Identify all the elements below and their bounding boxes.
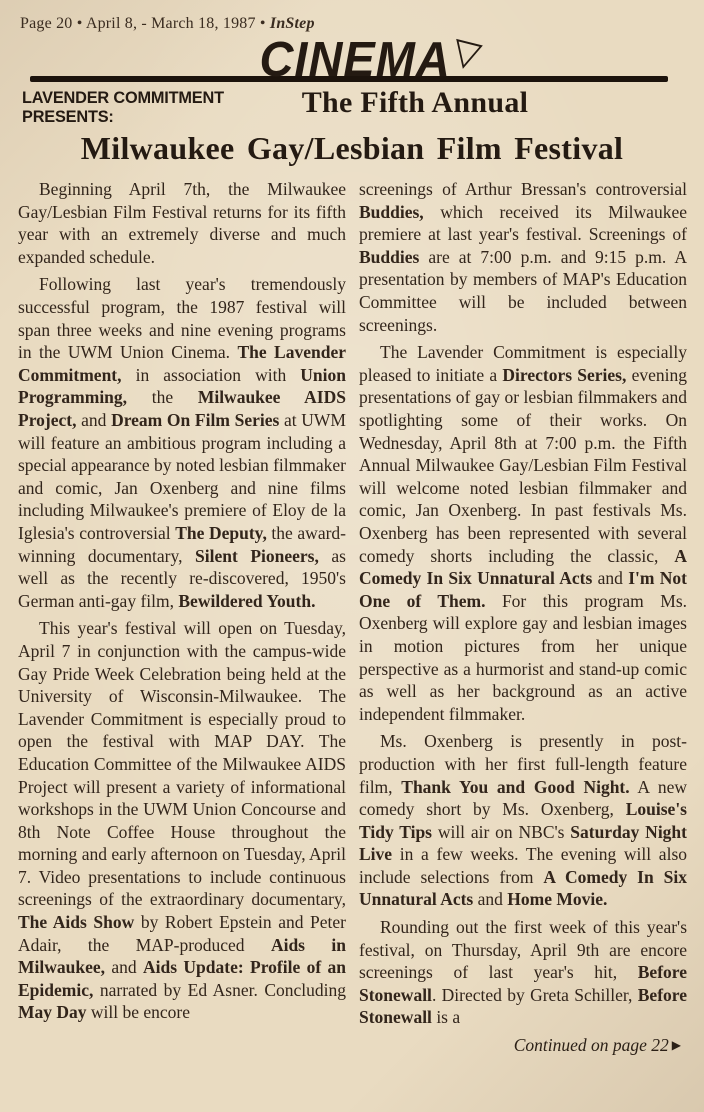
publication-brand: InStep [269,15,315,32]
continued-text: Continued on page 22 [513,1035,669,1056]
kicker [22,88,231,126]
paragraph: Beginning April 7th, the Milwaukee Gay/Lesbian Film Festival returns for its fifth year with an extremely diverse and much expanded schedule. [18,179,346,267]
page-header-text: Page 20 • April 8, - March 18, 1987 • [20,15,270,32]
paragraph: The Lavender Commitment is especially pleased to initiate a Directors Series, evening presentations of gay or lesbian filmmakers and spotlighting some of their works. On Wednesday, April 8th at 7:00 p.m. the Fifth Annual Milwaukee Gay/Lesbian Film Festival will welcome noted lesbian filmmaker and comic, Jan Oxenberg. In past festivals Ms. Oxenberg has been represented with several comedy shorts including the classic, A Comedy In Six Unnatural Acts and I'm Not One of Them. For this program Ms. Oxenberg will explore gay and lesbian images in motion pictures from her unique perspective as a hurmorist and stand-up comic as well as her background as an active independent filmmaker. [359,342,687,724]
page-header [0,0,704,33]
paragraph: Rounding out the first week of this year's festival, on Thursday, April 9th are encore screenings of last year's hit, Before Stonewall. Directed by Greta Schiller, Before Stonewall is a [359,917,687,1028]
paragraph: This year's festival will open on Tuesday, April 7 in conjunction with the campus-wide Gay Pride Week Celebration being held at the University of Wisconsin-Milwaukee. The Lavender Commitment is especially proud to open the festival with MAP DAY. The Education Committee of the Milwaukee AIDS Project will present a variety of informational workshops in the UWM Union Concourse and 8th Note Coffee House throughout the morning and early afternoon on Tuesday, April 7. Video presentations to include continuous screenings of the extraordinary documentary, The Aids Show by Robert Epstein and Peter Adair, the MAP-produced Aids in Milwaukee, and Aids Update: Profile of an Epidemic, narrated by Ed Asner. Concluding May Day will be encore [18,618,346,1023]
section-head [0,30,704,87]
kicker-line2: PRESENTS: [22,107,114,127]
article-body [0,167,704,1086]
headline-subtitle: The Fifth Annual [301,86,529,119]
continued-notice [359,1034,687,1057]
paragraph: screenings of Arthur Bressan's controversial Buddies, which received its Milwaukee premiere at last year's festival. Screenings of Buddies are at 7:00 p.m. and 9:15 p.m. A presentation by members of MAP's Education Committee will be included between screenings. [359,179,687,335]
left-column [18,178,346,1086]
right-column [359,178,687,1086]
section-title: CINEMA [259,30,451,87]
continued-arrow-icon: ▶ [671,1038,681,1053]
page-title: Milwaukee Gay/Lesbian Film Festival [80,130,624,167]
kicker-line1: LAVENDER COMMITMENT [22,88,224,107]
paragraph: Following last year's tremendously successful program, the 1987 festival will span three weeks and nine evening programs in the UWM Union Cinema. The Lavender Commitment, in association with Union Programming, the Milwaukee AIDS Project, and Dream On Film Series at UWM will feature an ambitious program including a special appearance by noted lesbian filmmaker and comic, Jan Oxenberg and nine films including Milwaukee's premiere of Eloy de la Iglesia's controversial The Deputy, the award-winning documentary, Silent Pioneers, as well as the recently re-discovered, 1950's German anti-gay film, Bewildered Youth. [18,274,346,611]
paragraph: Ms. Oxenberg is presently in post-production with her first full-length feature film, Thank You and Good Night. A new comedy short by Ms. Oxenberg, Louise's Tidy Tips will air on NBC's Saturday Night Live in a few weeks. The evening will also include selections from A Comedy In Six Unnatural Acts and Home Movie. [359,731,687,910]
masthead [0,82,704,126]
triangle-icon: ▽ [448,30,485,76]
